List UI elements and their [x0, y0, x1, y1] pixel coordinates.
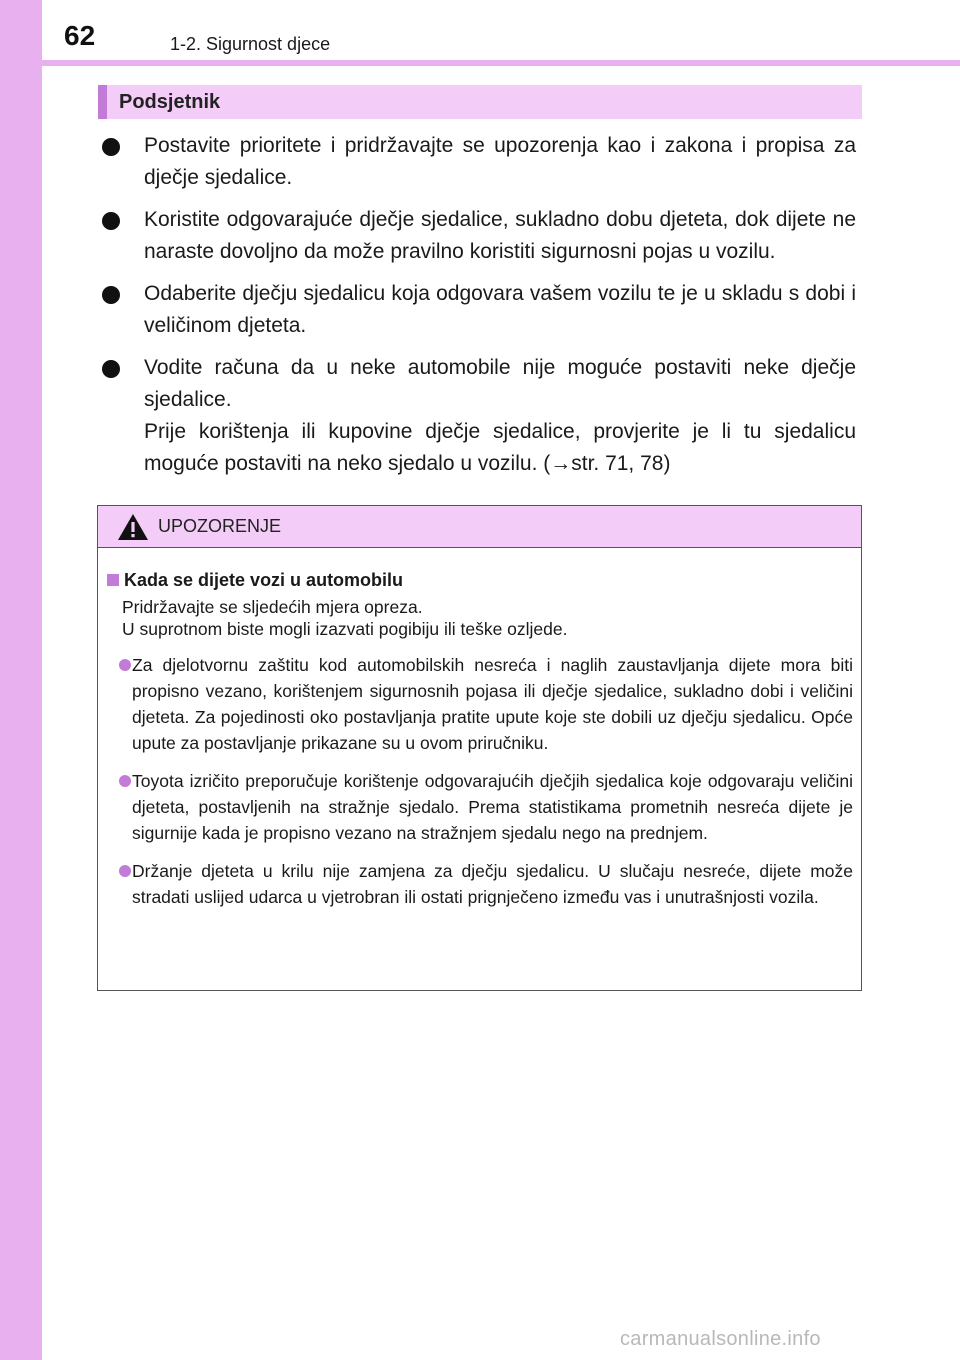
- warning-intro: [106, 596, 853, 640]
- warning-intro-line: U suprotnom biste mogli izazvati pogibiju ili teške ozljede.: [122, 619, 568, 639]
- bullet-icon: [102, 138, 120, 156]
- warning-header: [98, 506, 861, 548]
- list-item-extra-text: Prije korištenja ili kupovine dječje sjedalice, provjerite je li tu sjedalicu moguće postaviti na neko sjedalo u vozilu. (→str. 71, 78): [144, 420, 856, 475]
- warning-item-text: Toyota izričito preporučuje korištenje odgovarajućih dječjih sjedalica koje odgovaraju veličini djeteta, postavljenih na stražnje sjedalo. Prema statistikama prometnih nesreća dijete je sigurnije kada je propisno vezano na stražnjem sjedalu nego na prednjem.: [132, 771, 853, 843]
- header-rule: [42, 60, 960, 66]
- podsjetnik-list: [100, 130, 856, 490]
- podsjetnik-title: Podsjetnik: [119, 91, 221, 113]
- warning-box: [97, 505, 862, 991]
- list-item: [100, 130, 856, 194]
- list-item-text: Odaberite dječju sjedalicu koja odgovara vašem vozilu te je u skladu s dobi i veličinom djeteta.: [144, 282, 856, 337]
- warning-subheading: [106, 568, 853, 592]
- list-item: [100, 278, 856, 342]
- bullet-icon: [102, 212, 120, 230]
- warning-title: UPOZORENJE: [158, 516, 282, 536]
- warning-list-item: [106, 768, 853, 846]
- list-item-text: Koristite odgovarajuće dječje sjedalice, sukladno dobu djeteta, dok dijete ne naraste dovoljno da može pravilno koristiti sigurnosni pojas u vozilu.: [144, 208, 856, 263]
- warning-intro-line: Pridržavajte se sljedećih mjera opreza.: [122, 597, 423, 617]
- warning-list-item: [106, 858, 853, 910]
- watermark: carmanualsonline.info: [620, 1328, 821, 1350]
- bullet-icon: [119, 775, 131, 787]
- bullet-icon: [102, 360, 120, 378]
- bullet-icon: [119, 865, 131, 877]
- bullet-icon: [119, 659, 131, 671]
- bullet-icon: [102, 286, 120, 304]
- side-color-strip: [0, 0, 42, 1360]
- list-item: [100, 204, 856, 268]
- warning-subheading-text: Kada se dijete vozi u automobilu: [124, 570, 404, 590]
- list-item: [100, 352, 856, 480]
- list-item-text: Vodite računa da u neke automobile nije moguće postaviti neke dječje sjedalice.: [144, 356, 856, 411]
- chapter-title: 1-2. Sigurnost djece: [170, 34, 331, 54]
- page-number: 62: [64, 20, 96, 51]
- warning-list-item: [106, 652, 853, 756]
- warning-body: [98, 548, 861, 910]
- warning-item-text: Za djelotvornu zaštitu kod automobilskih nesreća i naglih zaustavljanja dijete mora biti propisno vezano, korištenjem sigurnosnih pojasa ili dječje sjedalice, sukladno dobi i veličini djeteta. Za pojedinosti oko postavljanja pratite upute koje ste dobili uz dječju sjedalicu. Opće upute za postavljanje prikazane su u ovom priručniku.: [132, 655, 853, 753]
- podsjetnik-heading-bar: [98, 85, 862, 119]
- warning-item-text: Držanje djeteta u krilu nije zamjena za dječju sjedalicu. U slučaju nesreće, dijete može stradati uslijed udarca u vjetrobran ili ostati prignječeno između vas i unutrašnjosti vozila.: [132, 861, 853, 907]
- warning-triangle-icon: [117, 513, 149, 541]
- list-item-text: Postavite prioritete i pridržavajte se upozorenja kao i zakona i propisa za dječje sjedalice.: [144, 134, 856, 189]
- square-bullet-icon: [107, 574, 119, 586]
